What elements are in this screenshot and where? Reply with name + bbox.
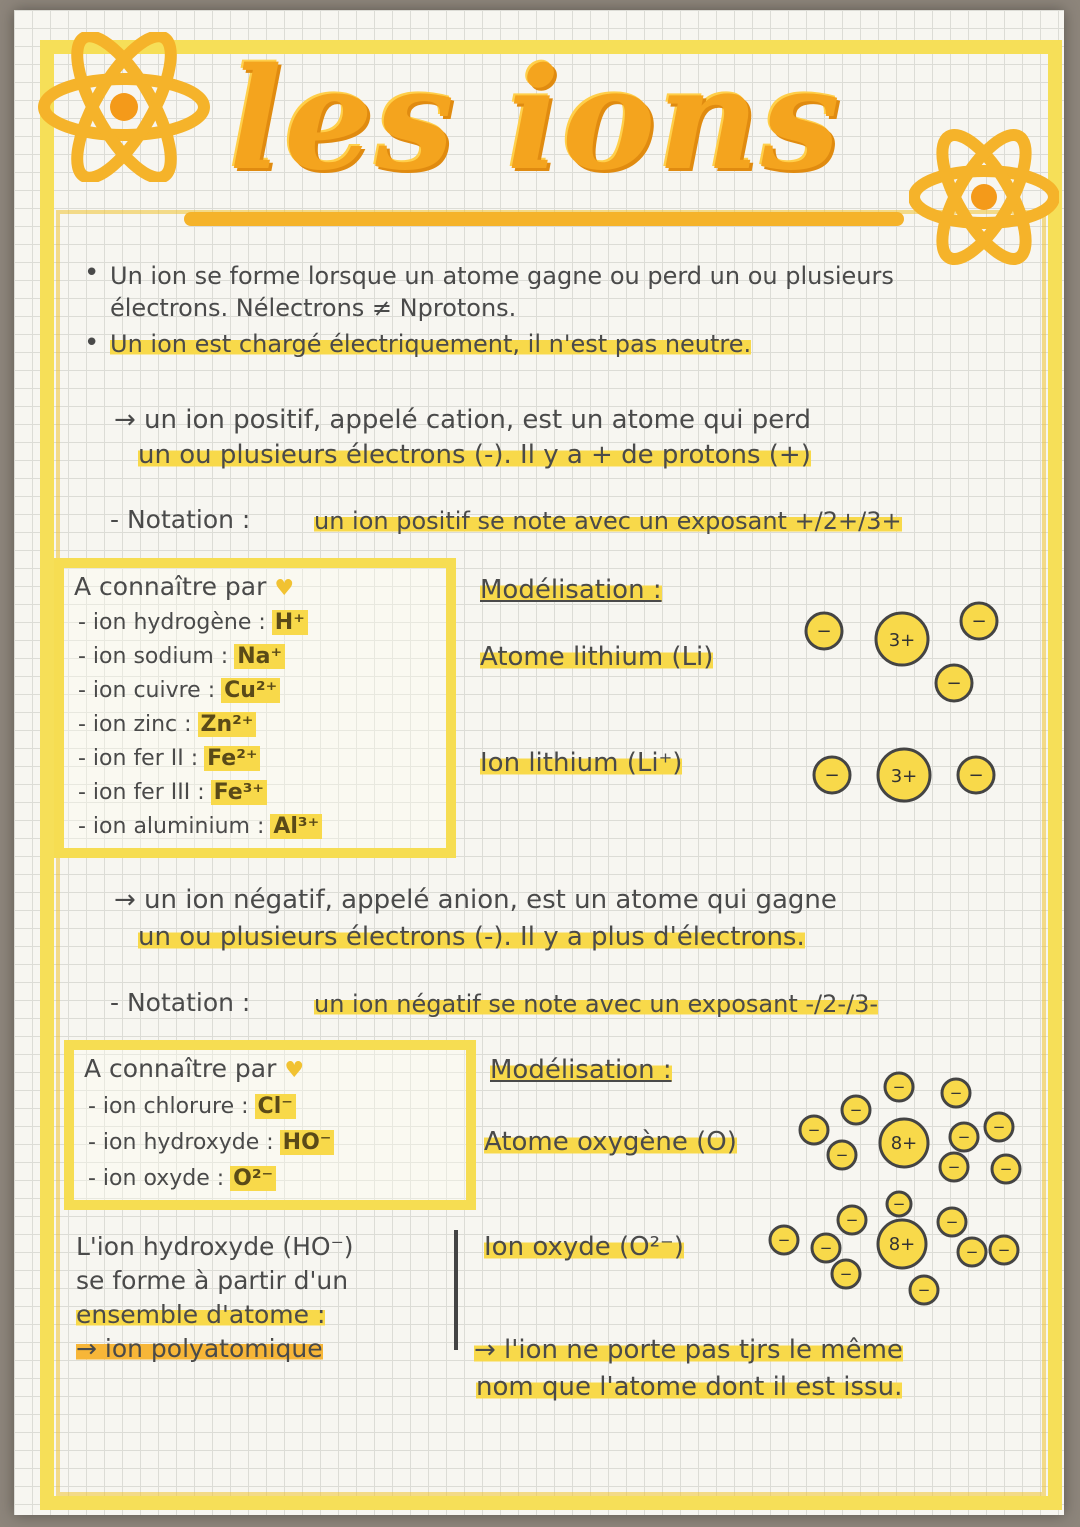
nucleus: 8+: [890, 1133, 918, 1154]
ion-item: - ion hydroxyde : HO⁻: [88, 1130, 334, 1155]
atom-label: Atome lithium (Li): [480, 642, 714, 672]
electron: −: [917, 1281, 931, 1299]
intro-line-1: Un ion se forme lorsque un atome gagne ou perd un ou plusieurs électrons. Nélectrons ≠ Nprotons.: [110, 262, 894, 322]
atom-icon: [909, 105, 1059, 290]
oxygen-atom-model: [794, 1065, 1034, 1205]
electron: −: [971, 611, 987, 632]
electron: −: [824, 765, 840, 786]
ion-label: Ion oxyde (O²⁻): [484, 1232, 684, 1262]
title-underline: [184, 212, 904, 226]
notebook-page: [14, 10, 1064, 1515]
electron: −: [892, 1195, 906, 1213]
notation-text: un ion positif se note avec un exposant +/2+/3+: [314, 507, 902, 535]
anion-line-2: un ou plusieurs électrons (-). Il y a plus d'électrons.: [138, 922, 805, 952]
oxide-ion-model: [754, 1190, 1034, 1320]
poly-line-1: L'ion hydroxyde (HO⁻): [76, 1232, 354, 1261]
ion-item: - ion hydrogène : H⁺: [78, 610, 308, 635]
poly-line-2: se forme à partir d'un: [76, 1266, 349, 1295]
lithium-atom-model: [794, 595, 1024, 705]
bullet-dot: •: [84, 258, 100, 288]
electron: −: [892, 1078, 906, 1096]
cation-memo-box: [54, 558, 456, 858]
ion-item: - ion zinc : Zn²⁺: [78, 712, 256, 737]
ion-item: - ion fer III : Fe³⁺: [78, 780, 267, 805]
ion-item: - ion fer II : Fe²⁺: [78, 746, 260, 771]
ion-item: - ion oxyde : O²⁻: [88, 1166, 276, 1191]
poly-line-4: → ion polyatomique: [76, 1334, 323, 1363]
electron: −: [949, 1084, 963, 1102]
electron: −: [965, 1243, 979, 1261]
notation-text: un ion négatif se note avec un exposant -/2-/3-: [314, 990, 879, 1018]
electron: −: [845, 1211, 859, 1229]
model-title: Modélisation :: [480, 575, 662, 605]
heart-icon: ♥: [274, 576, 295, 601]
electron: −: [947, 1158, 961, 1176]
ion-item: - ion chlorure : Cl⁻: [88, 1094, 296, 1119]
electron: −: [946, 673, 962, 694]
intro-line-2: Un ion est chargé électriquement, il n'est pas neutre.: [110, 330, 752, 358]
electron: −: [999, 1160, 1013, 1178]
cation-line-2: un ou plusieurs électrons (-). Il y a + de protons (+): [138, 440, 811, 470]
notation-label: - Notation :: [110, 505, 251, 534]
electron: −: [945, 1213, 959, 1231]
atom-label: Atome oxygène (O): [484, 1127, 737, 1157]
ion-item: - ion cuivre : Cu²⁺: [78, 678, 280, 703]
ion-label: Ion lithium (Li⁺): [480, 748, 683, 778]
anion-line-1: → un ion négatif, appelé anion, est un atome qui gagne: [114, 885, 837, 915]
electron: −: [849, 1101, 863, 1119]
memo-title: A connaître par ♥: [84, 1054, 305, 1083]
electron: −: [816, 621, 832, 642]
atom-icon: [34, 32, 214, 182]
ion-item: - ion sodium : Na⁺: [78, 644, 285, 669]
note-line-2: nom que l'atome dont il est issu.: [476, 1372, 903, 1402]
electron: −: [997, 1241, 1011, 1259]
electron: −: [835, 1146, 849, 1164]
nucleus: 8+: [888, 1234, 916, 1255]
lithium-ion-model: [794, 740, 1014, 810]
nucleus: 3+: [890, 766, 918, 787]
electron: −: [992, 1118, 1006, 1136]
poly-line-3: ensemble d'atome :: [76, 1300, 326, 1329]
electron: −: [957, 1128, 971, 1146]
electron: −: [777, 1231, 791, 1249]
cation-line-1: → un ion positif, appelé cation, est un atome qui perd: [114, 405, 811, 435]
electron: −: [807, 1121, 821, 1139]
heart-icon: ♥: [284, 1058, 305, 1083]
model-title: Modélisation :: [490, 1055, 672, 1085]
notation-label: - Notation :: [110, 988, 251, 1017]
page-title: les ions: [229, 38, 842, 202]
bullet-dot: •: [84, 328, 100, 358]
electron: −: [819, 1239, 833, 1257]
electron: −: [968, 765, 984, 786]
column-divider: [454, 1230, 458, 1350]
electron: −: [839, 1265, 853, 1283]
anion-memo-box: [64, 1040, 476, 1210]
memo-title: A connaître par ♥: [74, 572, 295, 601]
ion-item: - ion aluminium : Al³⁺: [78, 814, 322, 839]
note-line-1: → l'ion ne porte pas tjrs le même: [474, 1335, 903, 1365]
nucleus: 3+: [888, 630, 916, 651]
